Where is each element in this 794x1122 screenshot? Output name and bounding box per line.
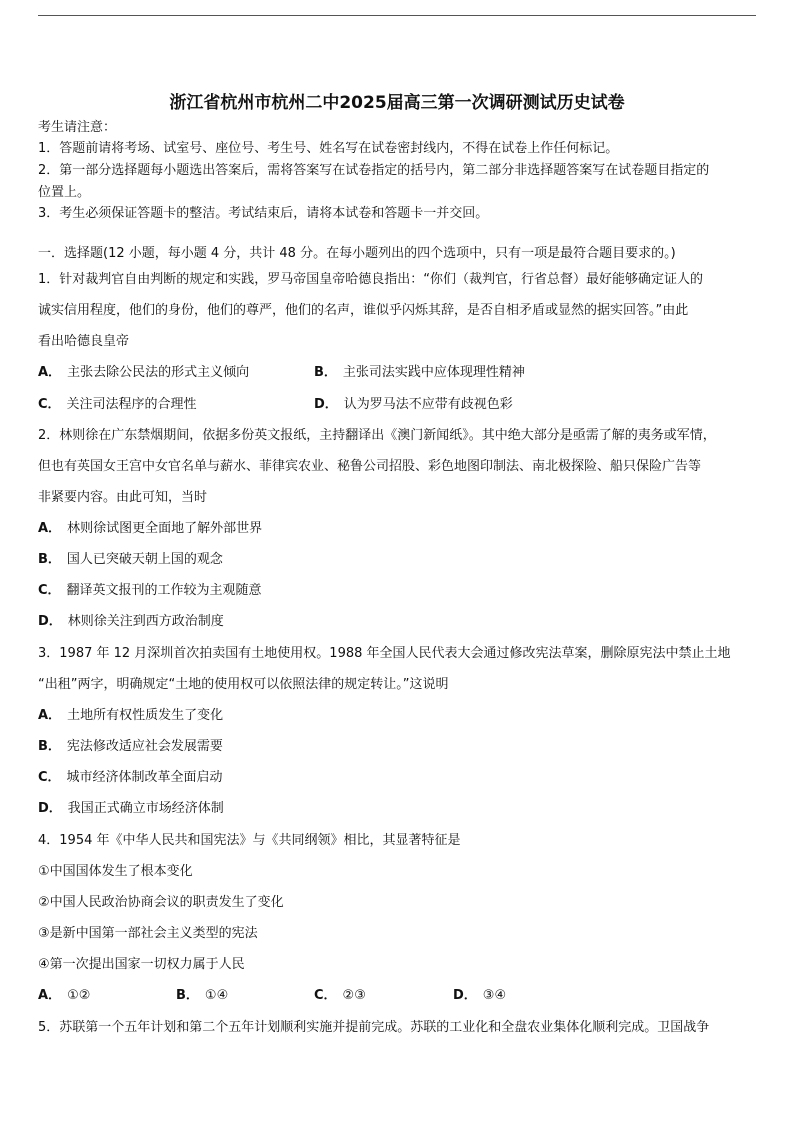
option-c[interactable]: C． 翻译英文报刊的工作较为主观随意 xyxy=(38,583,262,598)
question-stem-line: 但也有英国女王宫中女官名单与薪水、菲律宾农业、秘鲁公司招股、彩色地图印制法、南北极探险、船只保险广告等 xyxy=(38,459,702,474)
option-row xyxy=(38,738,758,758)
option-row xyxy=(38,364,758,384)
notice-item: 3．考生必须保证答题卡的整洁。考试结束后，请将本试卷和答题卡一并交回。 xyxy=(38,206,489,221)
option-row xyxy=(38,769,758,789)
notice-item: 位置上。 xyxy=(38,185,91,200)
question-stem-line: 2．林则徐在广东禁烟期间，依据多份英文报纸，主持翻译出《澳门新闻纸》。其中绝大部分是亟需了解的夷务或军情， xyxy=(38,428,716,443)
question-stem-line: 1．针对裁判官自由判断的规定和实践，罗马帝国皇帝哈德良指出：“你们（裁判官，行省总督）最好能够确定证人的 xyxy=(38,272,704,287)
question-stem-line: 非紧要内容。由此可知，当时 xyxy=(38,490,208,505)
option-c[interactable]: C． ②③ xyxy=(314,988,366,1003)
option-row xyxy=(38,707,758,727)
notice-item: 1．答题前请将考场、试室号、座位号、考生号、姓名写在试卷密封线内，不得在试卷上作任何标记。 xyxy=(38,141,619,156)
option-row xyxy=(38,987,758,1007)
option-c[interactable]: C． 城市经济体制改革全面启动 xyxy=(38,770,223,785)
notice-item: 2．第一部分选择题每小题选出答案后，需将答案写在试卷指定的括号内，第二部分非选择题答案写在试卷题目指定的 xyxy=(38,163,710,178)
question-statement: ③是新中国第一部社会主义类型的宪法 xyxy=(38,926,258,941)
option-a[interactable]: A． 林则徐试图更全面地了解外部世界 xyxy=(38,521,263,536)
option-b[interactable]: B． 宪法修改适应社会发展需要 xyxy=(38,739,223,754)
option-row xyxy=(38,396,758,416)
section-heading: 一．选择题(12 小题，每小题 4 分，共计 48 分。在每小题列出的四个选项中，只有一项是最符合题目要求的。) xyxy=(38,246,676,261)
option-row xyxy=(38,613,758,633)
option-a[interactable]: A． ①② xyxy=(38,988,91,1003)
option-b[interactable]: B． ①④ xyxy=(176,988,229,1003)
option-row xyxy=(38,800,758,820)
question-stem-line: 诚实信用程度，他们的身份，他们的尊严，他们的名声，谁似乎闪烁其辞，是否自相矛盾或显然的据实回答。”由此 xyxy=(38,303,689,318)
option-row xyxy=(38,551,758,571)
option-b[interactable]: B． 国人已突破天朝上国的观念 xyxy=(38,552,223,567)
exam-title: 浙江省杭州市杭州二中2025届高三第一次调研测试历史试卷 xyxy=(169,93,625,113)
question-stem-line: 4．1954 年《中华人民共和国宪法》与《共同纲领》相比，其显著特征是 xyxy=(38,833,461,848)
question-stem-line: 3．1987 年 12 月深圳首次拍卖国有土地使用权。1988 年全国人民代表大会通过修改宪法草案，删除原宪法中禁止土地 xyxy=(38,646,731,661)
question-stem-line: “出租”两字，明确规定“土地的使用权可以依照法律的规定转让。”这说明 xyxy=(38,677,449,692)
option-row xyxy=(38,582,758,602)
question-statement: ①中国国体发生了根本变化 xyxy=(38,864,193,879)
option-row xyxy=(38,520,758,540)
question-stem-line: 5．苏联第一个五年计划和第二个五年计划顺利实施并提前完成。苏联的工业化和全盘农业集体化顺利完成。卫国战争 xyxy=(38,1020,710,1035)
question-statement: ②中国人民政治协商会议的职责发生了变化 xyxy=(38,895,284,910)
header-rule xyxy=(38,15,756,16)
option-d[interactable]: D． 林则徐关注到西方政治制度 xyxy=(38,614,224,629)
question-stem-line: 看出哈德良皇帝 xyxy=(38,334,130,349)
option-b[interactable]: B． 主张司法实践中应体现理性精神 xyxy=(314,365,525,380)
notice-heading: 考生请注意： xyxy=(38,120,117,135)
option-c[interactable]: C． 关注司法程序的合理性 xyxy=(38,397,197,412)
option-a[interactable]: A． 土地所有权性质发生了变化 xyxy=(38,708,224,723)
question-statement: ④第一次提出国家一切权力属于人民 xyxy=(38,957,245,972)
option-a[interactable]: A． 主张去除公民法的形式主义倾向 xyxy=(38,365,250,380)
option-d[interactable]: D． ③④ xyxy=(453,988,507,1003)
option-d[interactable]: D． 认为罗马法不应带有歧视色彩 xyxy=(314,397,513,412)
option-d[interactable]: D． 我国正式确立市场经济体制 xyxy=(38,801,224,816)
